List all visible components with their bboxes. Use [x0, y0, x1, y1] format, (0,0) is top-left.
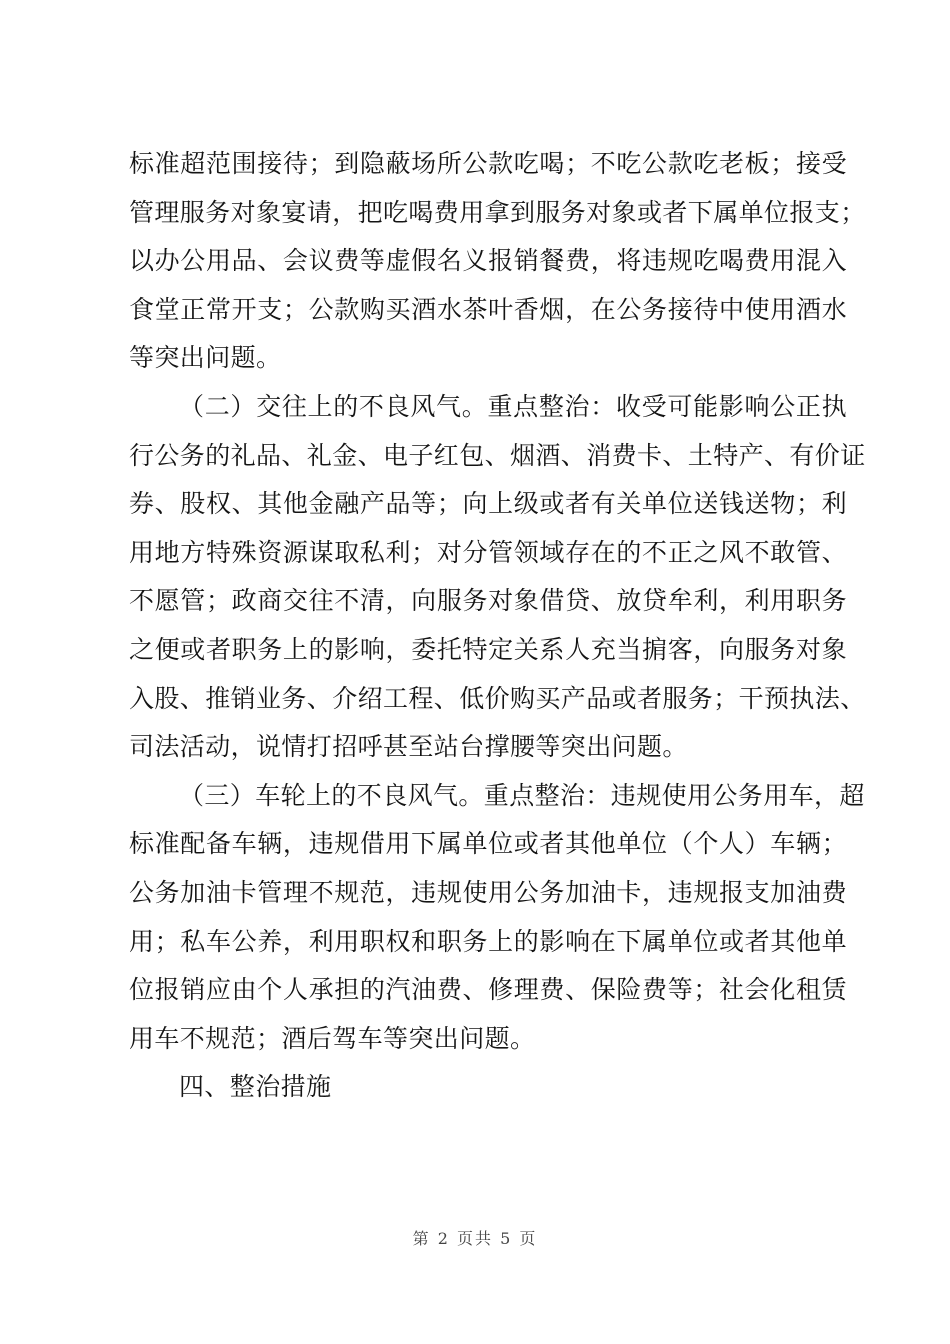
text-line: 用；私车公养，利用职权和职务上的影响在下属单位或者其他单: [129, 926, 847, 956]
text-line: 以办公用品、会议费等虚假名义报销餐费，将违规吃喝费用混入: [129, 246, 847, 276]
text-line: （三）车轮上的不良风气。重点整治：违规使用公务用车，超: [179, 780, 865, 810]
text-line: 食堂正常开支；公款购买酒水茶叶香烟，在公务接待中使用酒水: [129, 294, 847, 324]
text-line: 之便或者职务上的影响，委托特定关系人充当掮客，向服务对象: [129, 634, 847, 664]
text-line: 位报销应由个人承担的汽油费、修理费、保险费等；社会化租赁: [129, 975, 847, 1005]
text-line: 不愿管；政商交往不清，向服务对象借贷、放贷牟利，利用职务: [129, 586, 847, 616]
text-line: 标准配备车辆，违规借用下属单位或者其他单位（个人）车辆；: [129, 829, 847, 859]
section-heading: 四、整治措施: [179, 1072, 332, 1102]
text-line: 管理服务对象宴请，把吃喝费用拿到服务对象或者下属单位报支；: [129, 197, 866, 227]
paragraph-1: [129, 140, 866, 383]
text-line: 用地方特殊资源谋取私利；对分管领域存在的不正之风不敢管、: [129, 537, 847, 567]
text-line: 券、股权、其他金融产品等；向上级或者有关单位送钱送物；利: [129, 489, 847, 519]
text-line: 等突出问题。: [129, 343, 282, 373]
page-footer: 第 2 页共 5 页: [412, 1229, 538, 1248]
text-line: 公务加油卡管理不规范，违规使用公务加油卡，违规报支加油费: [129, 877, 847, 907]
text-line: 用车不规范；酒后驾车等突出问题。: [129, 1023, 536, 1053]
paragraph-2: [129, 383, 866, 772]
text-line: 行公务的礼品、礼金、电子红包、烟酒、消费卡、土特产、有价证: [129, 440, 866, 470]
text-line: 标准超范围接待；到隐蔽场所公款吃喝；不吃公款吃老板；接受: [129, 149, 847, 178]
text-line: 入股、推销业务、介绍工程、低价购买产品或者服务；干预执法、: [129, 683, 866, 713]
text-line: （二）交往上的不良风气。重点整治：收受可能影响公正执: [179, 391, 847, 421]
paragraph-3: [129, 772, 865, 1064]
document-body: [129, 140, 866, 1112]
text-line: 司法活动，说情打招呼甚至站台撑腰等突出问题。: [129, 732, 688, 762]
